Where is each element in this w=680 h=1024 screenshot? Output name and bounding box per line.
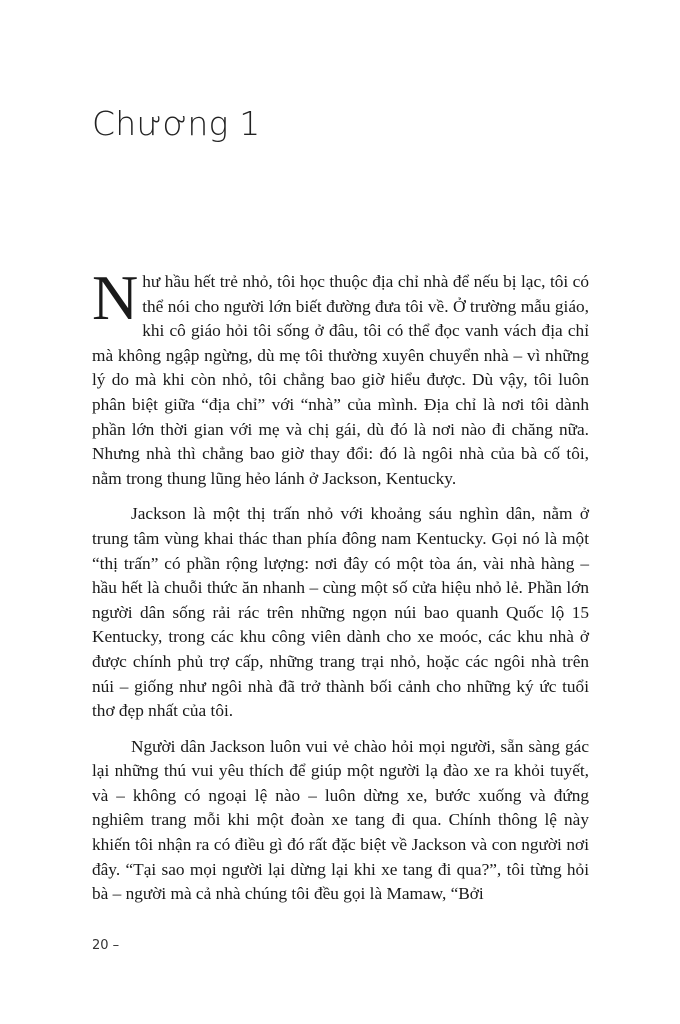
chapter-title: Chương 1 [92, 104, 261, 143]
paragraph-2: Jackson là một thị trấn nhỏ với khoảng sáu nghìn dân, nằm ở trung tâm vùng khai thác than phía đông nam Kentucky. Gọi nó là một “thị trấn” có phần rộng lượng: nơi đây có một tòa án, vài nhà hàng – hầu hết là chuỗi thức ăn nhanh – cùng một số cửa hiệu nhỏ lẻ. Phần lớn người dân sống rải rác trên những ngọn núi bao quanh Quốc lộ 15 Kentucky, trong các khu công viên dành cho xe moóc, các khu nhà ở được chính phủ trợ cấp, những trang trại nhỏ, hoặc các ngôi nhà trên núi – giống như ngôi nhà đã trở thành bối cảnh cho những ký ức tuổi thơ đẹp nhất của tôi. [92, 504, 589, 721]
paragraph-3: Người dân Jackson luôn vui vẻ chào hỏi mọi người, sẵn sàng gác lại những thú vui yêu thích để giúp một người lạ đào xe ra khỏi tuyết, và – không có ngoại lệ nào – luôn dừng xe, bước xuống và đứng nghiêm trang mỗi khi một đoàn xe tang đi qua. Chính thông lệ này khiến tôi nhận ra có điều gì đó rất đặc biệt về Jackson và con người nơi đây. “Tại sao mọi người lại dừng lại khi xe tang đi qua?”, tôi từng hỏi bà – người mà cả nhà chúng tôi đều gọi là Mamaw, “Bởi [92, 736, 589, 904]
paragraph-1 [92, 262, 589, 491]
body-text [92, 262, 589, 918]
page-number: 20 – [92, 938, 120, 953]
drop-cap: N [92, 262, 139, 333]
paragraph-1-text: hư hầu hết trẻ nhỏ, tôi học thuộc địa chỉ nhà để nếu bị lạc, tôi có thể nói cho người lớn biết đường đưa tôi về. Ở trường mẫu giáo, khi cô giáo hỏi tôi sống ở đâu, tôi có thể đọc vanh vách địa chỉ mà không ngập ngừng, dù mẹ tôi thường xuyên chuyển nhà – vì những lý do mà khi còn nhỏ, tôi chẳng bao giờ hiểu được. Dù vậy, tôi luôn phân biệt giữa “địa chỉ” với “nhà” của mình. Địa chỉ là nơi tôi dành phần lớn thời gian với mẹ và chị gái, dù đó là nơi nào đi chăng nữa. Nhưng nhà thì chẳng bao giờ thay đổi: đó là ngôi nhà của bà cố tôi, nằm trong thung lũng hẻo lánh ở Jackson, Kentucky. [92, 272, 589, 488]
